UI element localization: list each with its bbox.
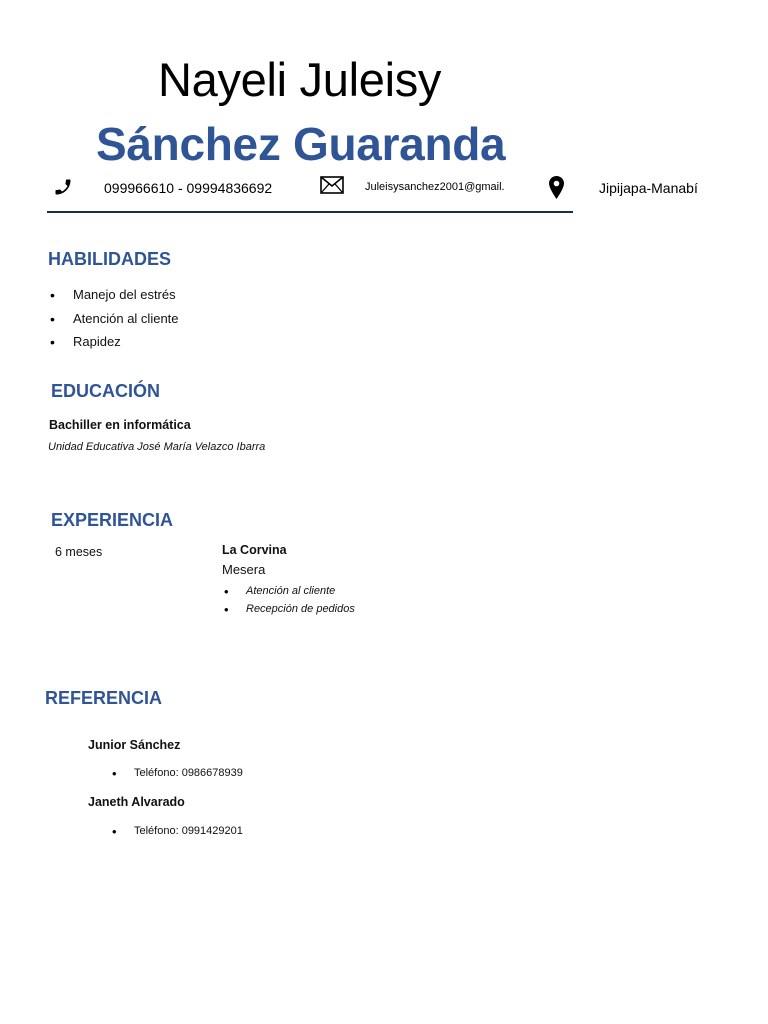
education-degree: Bachiller en informática <box>49 418 191 432</box>
map-pin-icon <box>549 176 564 200</box>
education-institution: Unidad Educativa José María Velazco Ibarra <box>48 441 266 453</box>
experience-title: EXPERIENCIA <box>51 510 174 530</box>
experience-role: Mesera <box>222 562 266 577</box>
education-title: EDUCACIÓN <box>51 381 161 401</box>
header-divider <box>47 211 573 213</box>
references-title: REFERENCIA <box>45 688 163 708</box>
phone-icon <box>53 177 73 197</box>
last-name: Sánchez Guaranda <box>96 118 506 170</box>
reference-phone-list <box>112 767 243 779</box>
experience-duration: 6 meses <box>55 545 103 559</box>
location: Jipijapa-Manabí <box>599 180 698 196</box>
reference-name: Junior Sánchez <box>88 738 181 752</box>
first-name: Nayeli Juleisy <box>158 53 442 106</box>
list-item: • Rapidez <box>48 334 179 358</box>
list-item: • Recepción de pedidos <box>222 603 355 621</box>
reference-phone: • Teléfono: 0986678939 <box>112 767 243 779</box>
envelope-icon <box>320 176 344 194</box>
experience-tasks <box>222 585 355 621</box>
skills-title: HABILIDADES <box>48 249 172 269</box>
list-item: • Atención al cliente <box>222 585 355 603</box>
reference-name: Janeth Alvarado <box>88 795 185 809</box>
list-item: • Atención al cliente <box>48 311 179 335</box>
email-address: Juleisysanchez2001@gmail. <box>365 181 505 193</box>
list-item: • Manejo del estrés <box>48 287 179 311</box>
skills-list <box>48 287 179 358</box>
phone-number: 099966610 - 09994836692 <box>104 180 273 196</box>
reference-phone: • Teléfono: 0991429201 <box>112 825 243 837</box>
experience-company: La Corvina <box>222 543 287 557</box>
reference-phone-list <box>112 825 243 837</box>
